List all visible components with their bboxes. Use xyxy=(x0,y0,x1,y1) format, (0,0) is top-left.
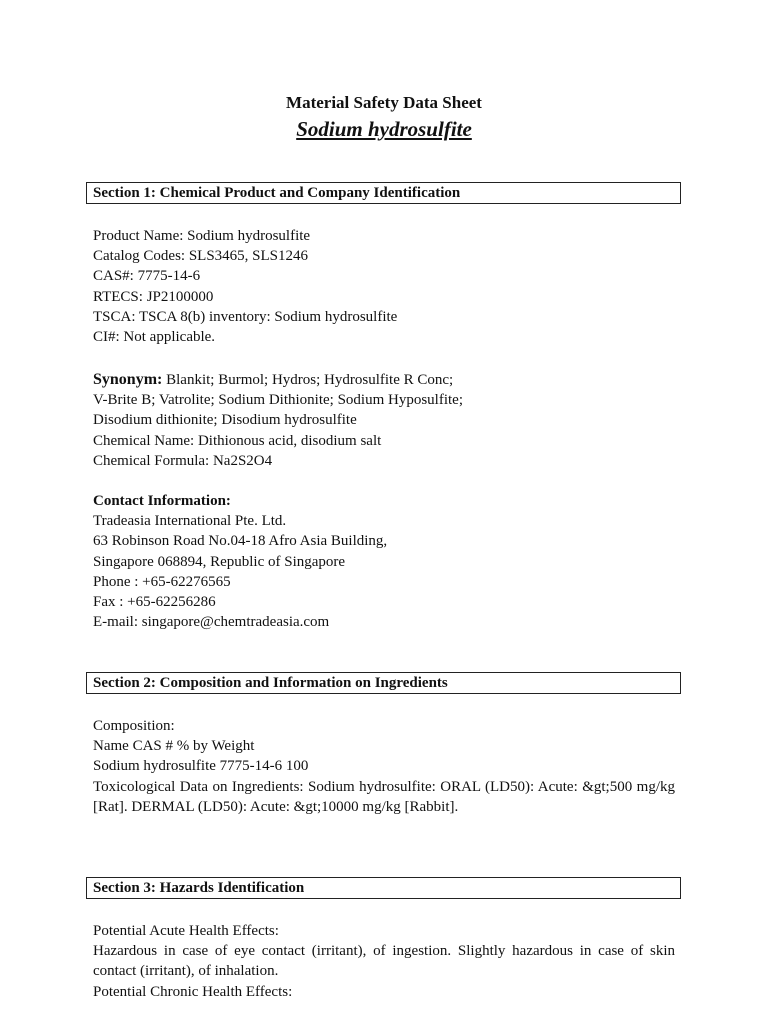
document-subtitle: Sodium hydrosulfite xyxy=(296,117,472,141)
contact-information xyxy=(93,491,675,632)
contact-phone: Phone : +65-62276565 xyxy=(93,573,231,590)
contact-fax: Fax : +65-62256286 xyxy=(93,594,216,611)
chronic-effects-heading: Potential Chronic Health Effects: xyxy=(93,983,293,1000)
section1-heading-box xyxy=(86,182,681,204)
section2-composition xyxy=(93,716,675,817)
synonym-text-1: Blankit; Burmol; Hydros; Hydrosulfite R Conc; xyxy=(162,372,454,388)
composition-label: Composition: xyxy=(93,718,175,734)
section1-identification xyxy=(93,226,675,347)
synonym-label: Synonym: xyxy=(93,371,163,388)
ci-number: CI#: Not applicable. xyxy=(93,329,216,346)
tsca: TSCA: TSCA 8(b) inventory: Sodium hydrosulfite xyxy=(93,308,398,325)
section3-heading-box xyxy=(86,877,681,899)
composition-row: Sodium hydrosulfite 7775-14-6 100 xyxy=(93,758,309,775)
acute-effects-text: Hazardous in case of eye contact (irritant), of ingestion. Slightly hazardous in case of skin contact (irritant), of inhalation. xyxy=(93,943,675,980)
document-title: Material Safety Data Sheet xyxy=(286,93,482,112)
composition-columns: Name CAS # % by Weight xyxy=(93,738,255,755)
acute-effects-heading: Potential Acute Health Effects: xyxy=(93,923,279,939)
section3-heading: Section 3: Hazards Identification xyxy=(93,880,305,896)
cas-number: CAS#: 7775-14-6 xyxy=(93,268,201,285)
product-name: Product Name: Sodium hydrosulfite xyxy=(93,228,311,244)
contact-company: Tradeasia International Pte. Ltd. xyxy=(93,513,287,530)
section1-synonyms xyxy=(93,370,675,471)
contact-heading: Contact Information: xyxy=(93,493,231,509)
chemical-formula: Chemical Formula: Na2S2O4 xyxy=(93,452,273,469)
section3-hazards xyxy=(93,921,675,1002)
chemical-name: Chemical Name: Dithionous acid, disodium salt xyxy=(93,432,382,449)
synonym-line-1 xyxy=(93,370,675,390)
section2-heading: Section 2: Composition and Information on Ingredients xyxy=(93,675,448,691)
contact-address-2: Singapore 068894, Republic of Singapore xyxy=(93,553,346,570)
rtecs: RTECS: JP2100000 xyxy=(93,288,214,305)
section2-heading-box xyxy=(86,672,681,694)
toxicological-data: Toxicological Data on Ingredients: Sodium hydrosulfite: ORAL (LD50): Acute: &gt;500 mg/kg [Rat]. DERMAL (LD50): Acute: &gt;10000 mg/kg [Rabbit]. xyxy=(93,778,675,815)
synonym-line-3: Disodium dithionite; Disodium hydrosulfite xyxy=(93,412,357,429)
section1-heading: Section 1: Chemical Product and Company Identification xyxy=(93,185,461,201)
contact-email: E-mail: singapore@chemtradeasia.com xyxy=(93,614,330,631)
contact-address-1: 63 Robinson Road No.04-18 Afro Asia Building, xyxy=(93,533,388,550)
synonym-line-2: V-Brite B; Vatrolite; Sodium Dithionite; Sodium Hyposulfite; xyxy=(93,392,464,409)
catalog-codes: Catalog Codes: SLS3465, SLS1246 xyxy=(93,248,309,265)
